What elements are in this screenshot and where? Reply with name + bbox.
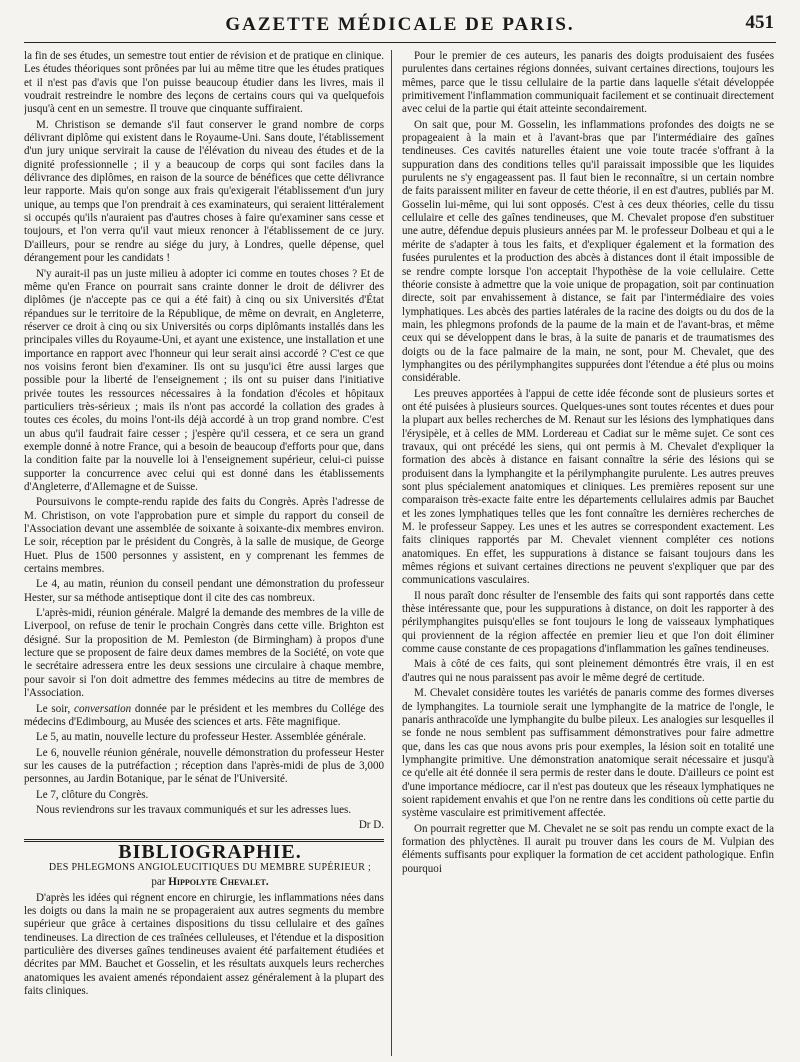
paragraph: On sait que, pour M. Gosselin, les inflammations profondes des doigts ne se propageaient à la main et à l'avant-bras que par l'intermédiaire des gaînes tendineuses. Ces cavités naturelles étaient une voie toute tracée s'offrant à la suppuration dans des conditions telles qu'il paraissait impossible que les liquides purulents ne s'y engageassent pas. Il faut bien le reconnaître, si un certain nombre de faits paraissent militer en faveur de cette théorie, il en est d'autres, publiés par M. Gosselin lui-même, qui lui sont opposés. C'est à ces deux théories, celle du tissu cellulaire et celle des gaînes tendineuses, que M. Chevalet propose d'en substituer une autre, défendue depuis plusieurs années par M. le professeur Dolbeau et qui a le mérite de s'adapter à tous les faits, et d'expliquer également et la formation des fusées purulentes et la production des abcès à distances dont il était impossible de se rendre compte lorsque l'on acceptait l'hypothèse de la voie cellulaire. Cette théorie consiste à admettre que la voie unique de propagation, soit par continuation directe, soit par envahissement à distance, se fait par l'intermédiaire des voies lymphatiques. Les abcès des parties latérales de la racine des doigts ou du dos de la main, les phlegmons profonds de la paume de la main et de l'avant-bras, et même ceux qui se développent dans le bras, à la suite de panaris et de traumatismes des doigts ou de la face palmaire de la main, ne sont, pour M. Chevalet, que des lymphangites ou des périlymphangites suppurées dont l'étendue a été plus ou moins considérable.: [402, 118, 774, 385]
text-run: Le soir,: [36, 702, 75, 715]
paragraph: L'après-midi, réunion générale. Malgré la demande des membres de la ville de Liverpool, on refuse de tenir le prochain Congrès dans cette ville. Brighton est désigné. Sur la proposition de M. Pemleston (de Birmingham) à propos d'une lecture que se proposent de faire deux dames membres de la Société, on vote que le secrétaire adressera entre les deux sessions une circulaire à chaque membre, pour savoir si l'on doit admettre des femmes médecins au titre de membres de l'Association.: [24, 607, 384, 700]
italic-term: conversation: [74, 702, 132, 715]
paragraph: la fin de ses études, un semestre tout entier de révision et de pratique en clinique. Les études théoriques sont prônées par lui au même titre que les études pratiques et il n'est pas d'avis que l'on puisse beaucoup étudier dans les livres, mais il voudrait restreindre le nombre des leçons de certains cours qui va quelquefois jusqu'à cent en un semestre. Il trouve que cinquante suffiraient.: [24, 50, 384, 116]
right-column: [402, 50, 774, 1056]
journal-title: GAZETTE MÉDICALE DE PARIS.: [225, 14, 575, 35]
signature: Dr D.: [358, 819, 384, 832]
paragraph: Les preuves apportées à l'appui de cette idée féconde sont de plusieurs sortes et ont été puisées à plusieurs sources. Quelques-unes sont toutes récentes et dues pour la plupart aux belles recherches de M. Renaut sur les lésions des lymphatiques dans l'érysipèle, et à celles de MM. Lordereau et Cadiat sur le même sujet. Ce sont ces travaux, qui ont précédé les siens, qui ont permis à M. Chevalet d'expliquer la formation des abcès à distance en faisant connaître la série des lésions qui se produisent dans la lymphangite et la périlymphangite purulente. Les autres preuves sont plus spécialement anatomiques et cliniques. Les premières reposent sur une comparaison très-exacte faite entre les départements cellulaires admis par Bauchet et les zones lymphatiques telles que les font connaître les dernières recherches de M. le professeur Sappey. Les unes et les autres se correspondent exactement. Les faits cliniques rapportés par M. Chevalet viennent compléter ces notions anatomiques. En effet, les suppurations à distance se faisant toujours dans les mêmes régions et suivant certaines directions ne peuvent s'expliquer que par des communications vasculaires.: [402, 387, 774, 587]
section-title: BIBLIOGRAPHIE.: [118, 840, 302, 863]
review-author: [24, 876, 384, 889]
paragraph: Le 6, nouvelle réunion générale, nouvelle démonstration du professeur Hester sur les causes de la putréfaction ; réception dans l'après-midi de plus de 3,000 personnes, au Jardin Botanique, par le sénat de l'Université.: [24, 746, 384, 786]
paragraph: Pour le premier de ces auteurs, les panaris des doigts produisaient des fusées purulentes dans certaines régions données, suivant certaines directions, toujours les mêmes, parce que le tissu cellulaire de la partie dans laquelle s'était développée primitivement l'inflammation communiquait facilement et se continuait directement avec celui de la partie qui était atteinte secondairement.: [402, 50, 774, 116]
column-divider: [391, 50, 392, 1056]
page-header: [24, 8, 776, 43]
paragraph: Le 5, au matin, nouvelle lecture du professeur Hester. Assemblée générale.: [36, 731, 367, 744]
page-number: 451: [745, 12, 774, 33]
paragraph: D'après les idées qui régnent encore en chirurgie, les inflammations nées dans les doigts ou dans la main ne se propageraient aux autres segments du membre supérieur que grâce à certaines dispositions du tissu cellulaire et des gaînes tendineuses. La direction de ces traînées celluleuses, et l'étendue et la disposition particulière des diverses gaînes tendineuses avaient été parfaitement étudiées et décrites par MM. Bauchet et Gosselin, et les résultats auxquels leurs recherches anatomiques les avaient amenés répondaient assez généralement à la plupart des faits cliniques.: [24, 891, 384, 998]
paragraph: Poursuivons le compte-rendu rapide des faits du Congrès. Après l'adresse de M. Christison, on vote l'approbation pure et simple du rapport du conseil de l'Association devant une assemblée de soixante à soixante-dix membres environ. Le soir, réception par le président du Congrès, à la salle de musique, de George Huet. Plus de 1500 personnes y assistent, en y comprenant les femmes de certains membres.: [24, 496, 384, 576]
author-name: Hippolyte Chevalet.: [168, 876, 269, 889]
text-run: donnée par le président et les membres du Collége des médecins d'Edimbourg, au Musée des sciences et arts. Fête magnifique.: [24, 702, 384, 728]
paragraph: [24, 703, 384, 730]
paragraph: Mais à côté de ces faits, qui sont pleinement démontrés être vrais, il en est d'autres qui ne nous paraissent pas avoir le même degré de certitude.: [402, 658, 774, 684]
paragraph: M. Chevalet considère toutes les variétés de panaris comme des formes diverses de lymphangites. La tourniole serait une lymphangite de la matrice de l'ongle, le panaris anthracoïde une lymphangite du bulbe pileux. Les analogies sur lesquelles il se fonde ne nous semblent pas suffisamment démonstratives pour faire admettre que, dans les cas que nous avons pris pour exemples, la lésion soit en totalité une lymphangite primitive. Une démonstration anatomique serait nécessaire et jusqu'à ce qu'elle ait été donnée il sera permis de rester dans le doute. D'ailleurs ce point est d'une importance médiocre, car il n'est pas douteux que les réseaux lymphatiques ne soient rapidement envahis et que l'on ne rentre dans les conditions où cette partie du système vasculaire est primitivement affectée.: [402, 687, 774, 820]
paragraph: Il nous paraît donc résulter de l'ensemble des faits qui sont rapportés dans cette thèse intéressante que, pour les suppurations à distance, on doit les rapporter à des périlymphangites puisqu'elles se font toujours le long de vaisseaux lymphatiques qui proviennent de la région affectée en premier lieu et que l'on doit éliminer comme cause constante de ces propagations d'inflammation les gaînes tendineuses.: [402, 589, 774, 656]
paragraph: Le 4, au matin, réunion du conseil pendant une démonstration du professeur Hester, sur sa méthode antiseptique dont il cite des cas nombreux.: [24, 578, 384, 604]
review-subtitle: DES PHLEGMONS ANGIOLEUCITIQUES DU MEMBRE SUPÉRIEUR ;: [48, 861, 372, 873]
author-prefix: par: [151, 876, 169, 889]
paragraph: On pourrait regretter que M. Chevalet ne se soit pas rendu un compte exact de la formation des phlyctènes. Il aurait pu trouver dans les cours de M. Vulpian des éléments suffisants pour expliquer la formation de cet accident pathologique. Enfin pourquoi: [402, 822, 774, 875]
paragraph: M. Christison se demande s'il faut conserver le grand nombre de corps délivrant diplôme qui existent dans le Royaume-Uni. Sans doute, l'établissement d'un jury unique servirait la cause de l'élévation du niveau des études et de la dignité professionnelle ; il y a beaucoup de corps qui sont faciles dans la délivrance des diplômes, en raison de la source de bénéfices que cette délivrance leur rapporte. Mais qu'on songe aux frais qu'exigerait l'établissement d'un jury unique, au temps que l'on prendrait à ces examinateurs, qui seraient littéralement si occupés qu'ils n'auraient pas d'autres choses à faire qu'examiner sans cesse et toujours, et l'on verra qu'il vaut mieux renoncer à l'établissement de ce jury. D'ailleurs, pour se rendre au siége du jury, à Londres, quelle dépense, quel dérangement pour les candidats !: [24, 118, 384, 265]
paragraph: Le 7, clôture du Congrès.: [36, 788, 149, 801]
left-column: [24, 50, 384, 1056]
paragraph: N'y aurait-il pas un juste milieu à adopter ici comme en toutes choses ? Et de même qu'en France on pourrait sans crainte donner le droit de délivrer des diplômes (je n'accepte pas ce qui a été fait) à cinq ou six Universités d'État répandues sur le territoire de la République, de même on devrait, en Angleterre, réserver ce droit à cinq ou six Universités ou corps diplômants installés dans les principales villes du Royaume-Uni, et ayant une existence, une installation et une importance en rapport avec l'honneur qui leur serait ainsi accordé ? C'est ce que nos voisins feront bien d'examiner. Ils ont su jusqu'ici être aussi larges que possible pour la liberté de l'enseignement ; ils ont su puiser dans l'initiative privée toutes les ressources nécessaires à la fondation d'écoles et hôpitaux particuliers très-sérieux ; mais ils n'ont pas accordé la collation des grades à toutes ces écoles, du moins l'ont-ils déjà accordé à un trop grand nombre. C'est un abus qu'il faudrait faire cesser ; j'espère qu'il cessera, et ce sera un grand exemple donné à notre France, qui a besoin de beaucoup d'efforts pour que, dans la condition faite par la nouvelle loi à l'enseignement supérieur, celui-ci puisse supporter la concurrence avec celui qui est donné dans les établissements d'Angleterre, d'Allemagne et de Suisse.: [24, 267, 384, 493]
paragraph: Nous reviendrons sur les travaux communiqués et sur les adresses lues.: [36, 803, 352, 816]
